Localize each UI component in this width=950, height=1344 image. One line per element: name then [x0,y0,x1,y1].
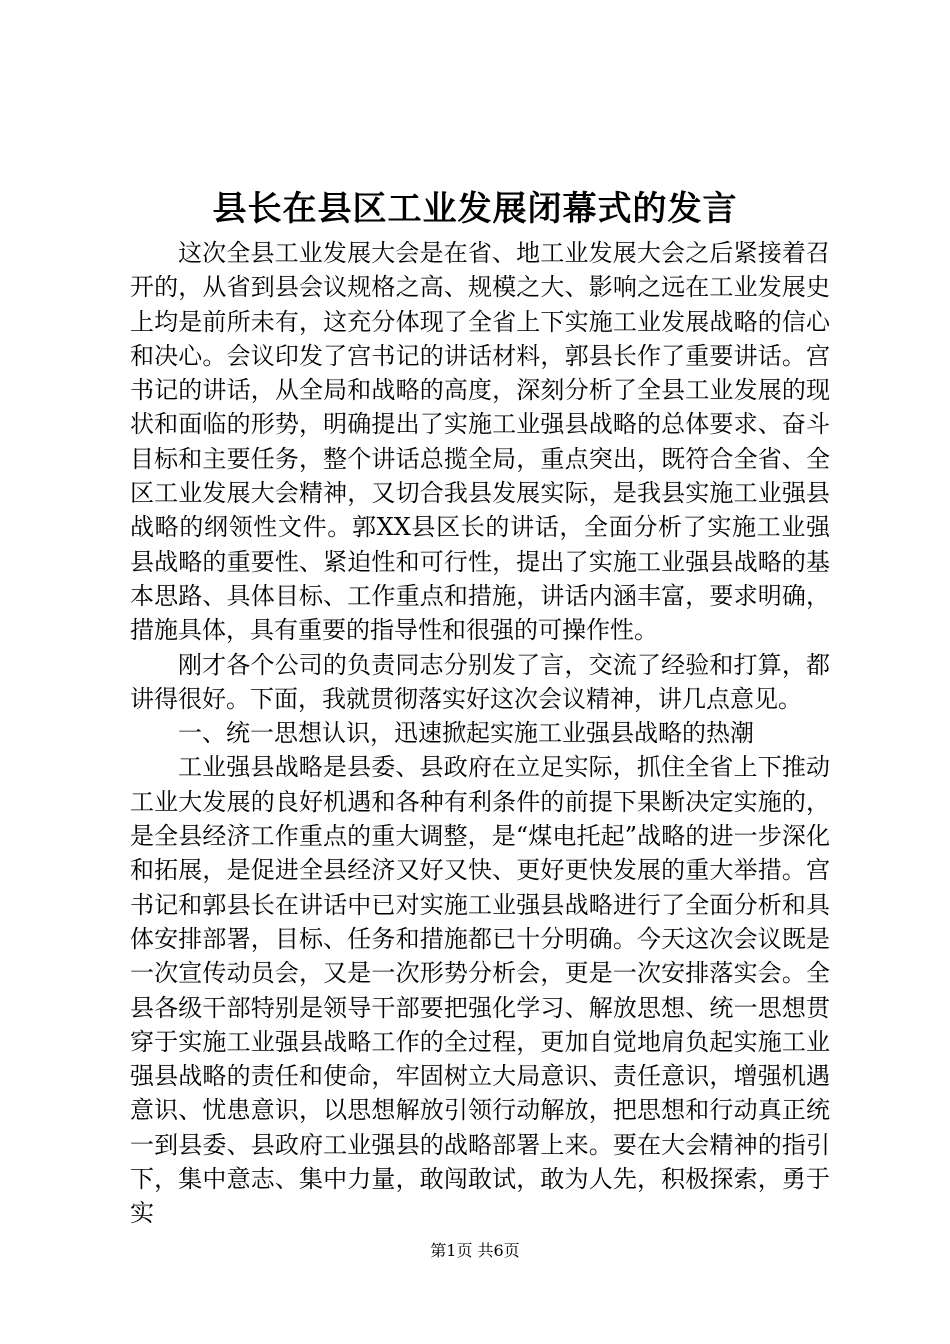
paragraph-section-1: 工业强县战略是县委、县政府在立足实际，抓住全省上下推动工业大发展的良好机遇和各种有利条件的前提下果断决定实施的，是全县经济工作重点的重大调整，是“煤电托起”战略的进一步深化和拓展，是促进全县经济又好又快、更好更快发展的重大举措。宫书记和郭县长在讲话中已对实施工业强县战略进行了全面分析和具体安排部署，目标、任务和措施都已十分明确。今天这次会议既是一次宣传动员会，又是一次形势分析会，更是一次安排落实会。全县各级干部特别是领导干部要把强化学习、解放思想、统一思想贯穿于实施工业强县战略工作的全过程，更加自觉地肩负起实施工业强县战略的责任和使命，牢固树立大局意识、责任意识，增强机遇意识、忧患意识，以思想解放引领行动解放，把思想和行动真正统一到县委、县政府工业强县的战略部署上来。要在大会精神的指引下，集中意志、集中力量，敢闯敢试，敢为人先，积极探索，勇于实 [130,753,830,1228]
paragraph-transition: 刚才各个公司的负责同志分别发了言，交流了经验和打算，都讲得很好。下面，我就贯彻落实好这次会议精神，讲几点意见。 [130,650,830,713]
paragraph-intro: 这次全县工业发展大会是在省、地工业发展大会之后紧接着召开的，从省到县会议规格之高、规模之大、影响之远在工业发展史上均是前所未有，这充分体现了全省上下实施工业发展战略的信心和决心。会议印发了宫书记的讲话材料，郭县长作了重要讲话。宫书记的讲话，从全局和战略的高度，深刻分析了全县工业发展的现状和面临的形势，明确提出了实施工业强县战略的总体要求、奋斗目标和主要任务，整个讲话总揽全局，重点突出，既符合全省、全区工业发展大会精神，又切合我县发展实际，是我县实施工业强县战略的纲领性文件。郭XX县区长的讲话，全面分析了实施工业强县战略的重要性、紧迫性和可行性，提出了实施工业强县战略的基本思路、具体目标、工作重点和措施，讲话内涵丰富，要求明确，措施具体，具有重要的指导性和很强的可操作性。 [130,239,830,645]
document-title: 县长在县区工业发展闭幕式的发言 [212,189,738,229]
section-heading-1: 一、统一思想认识，迅速掀起实施工业强县战略的热潮 [178,719,754,748]
document-body [130,236,830,1231]
page-footer: 第1页 共6页 [430,1241,520,1260]
